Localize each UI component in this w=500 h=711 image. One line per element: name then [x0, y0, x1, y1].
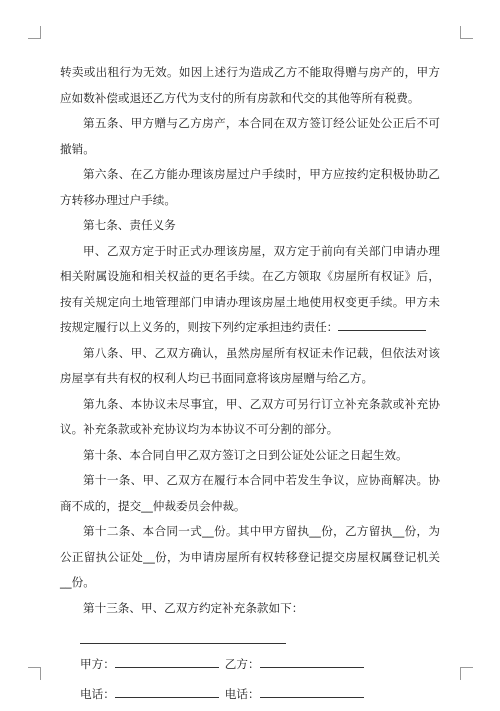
crop-mark-top-left — [28, 26, 41, 39]
article-8: 第八条、甲、乙双方确认，虽然房屋所有权证未作记载，但依法对该房屋享有共有权的权利人均已书面同意将该房屋赠与给乙方。 — [60, 345, 440, 385]
phone-a-label: 电话： — [80, 686, 115, 701]
article-11: 第十一条、甲、乙双方在履行本合同中若发生争议，应协商解决。协商不成的，提交__仲裁委员会仲裁。 — [60, 473, 440, 513]
crop-mark-bottom-right — [460, 667, 473, 680]
article-12: 第十二条、本合同一式__份。其中甲方留执__份，乙方留执__份，为公正留执公证处__份，为申请房屋所有权转移登记提交房屋权属登记机关__份。 — [60, 524, 440, 589]
article-13: 第十三条、甲、乙双方约定补充条款如下： — [83, 600, 304, 615]
article-7-body — [60, 239, 440, 341]
article-9: 第九条、本协议未尽事宜，甲、乙双方可另行订立补充条款或补充协议。补充条款或补充协议均为本协议不可分割的部分。 — [60, 396, 440, 436]
crop-mark-top-right — [460, 26, 473, 39]
article-7-heading: 第七条、责任义务 — [83, 218, 176, 232]
phone-b-label: 电话： — [224, 686, 260, 701]
article-5: 第五条、甲方赠与乙方房产，本合同在双方签订经公证处公正后不可撤销。 — [60, 116, 440, 156]
phone-a-field[interactable] — [115, 685, 219, 698]
party-row — [60, 652, 440, 678]
party-a-label: 甲方： — [80, 657, 115, 671]
article-6: 第六条、在乙方能办理该房屋过户手续时，甲方应按约定积极协助乙方转移办理过户手续。 — [60, 167, 440, 207]
crop-mark-bottom-left — [28, 667, 41, 680]
article-7-text: 甲、乙双方定于时正式办理该房屋，双方定于前向有关部门申请办理相关附属设施和相关权益的更名手续。在乙方领取《房屋所有权证》后，按有关规定向土地管理部门申请办理该房屋土地使用权变更手续。甲方未按规定履行以上义务的，则按下列约定承担违约责任： — [60, 243, 440, 334]
party-b-label: 乙方： — [224, 657, 260, 671]
penalty-blank-line[interactable] — [338, 318, 426, 331]
document-body — [60, 60, 440, 711]
article-10: 第十条、本合同自甲乙双方签订之日到公证处公证之日起生效。 — [83, 447, 408, 462]
party-b-field[interactable] — [260, 655, 364, 668]
party-a-field[interactable] — [115, 655, 219, 668]
paragraph-continuation: 转卖或出租行为无效。如因上述行为造成乙方不能取得赠与房产的，甲方应如数补偿或退还乙方代为支付的所有房款和代交的其他等所有税费。 — [60, 65, 440, 105]
supplementary-clause-line[interactable] — [80, 643, 286, 644]
phone-row — [60, 682, 440, 708]
phone-b-field[interactable] — [260, 685, 364, 698]
